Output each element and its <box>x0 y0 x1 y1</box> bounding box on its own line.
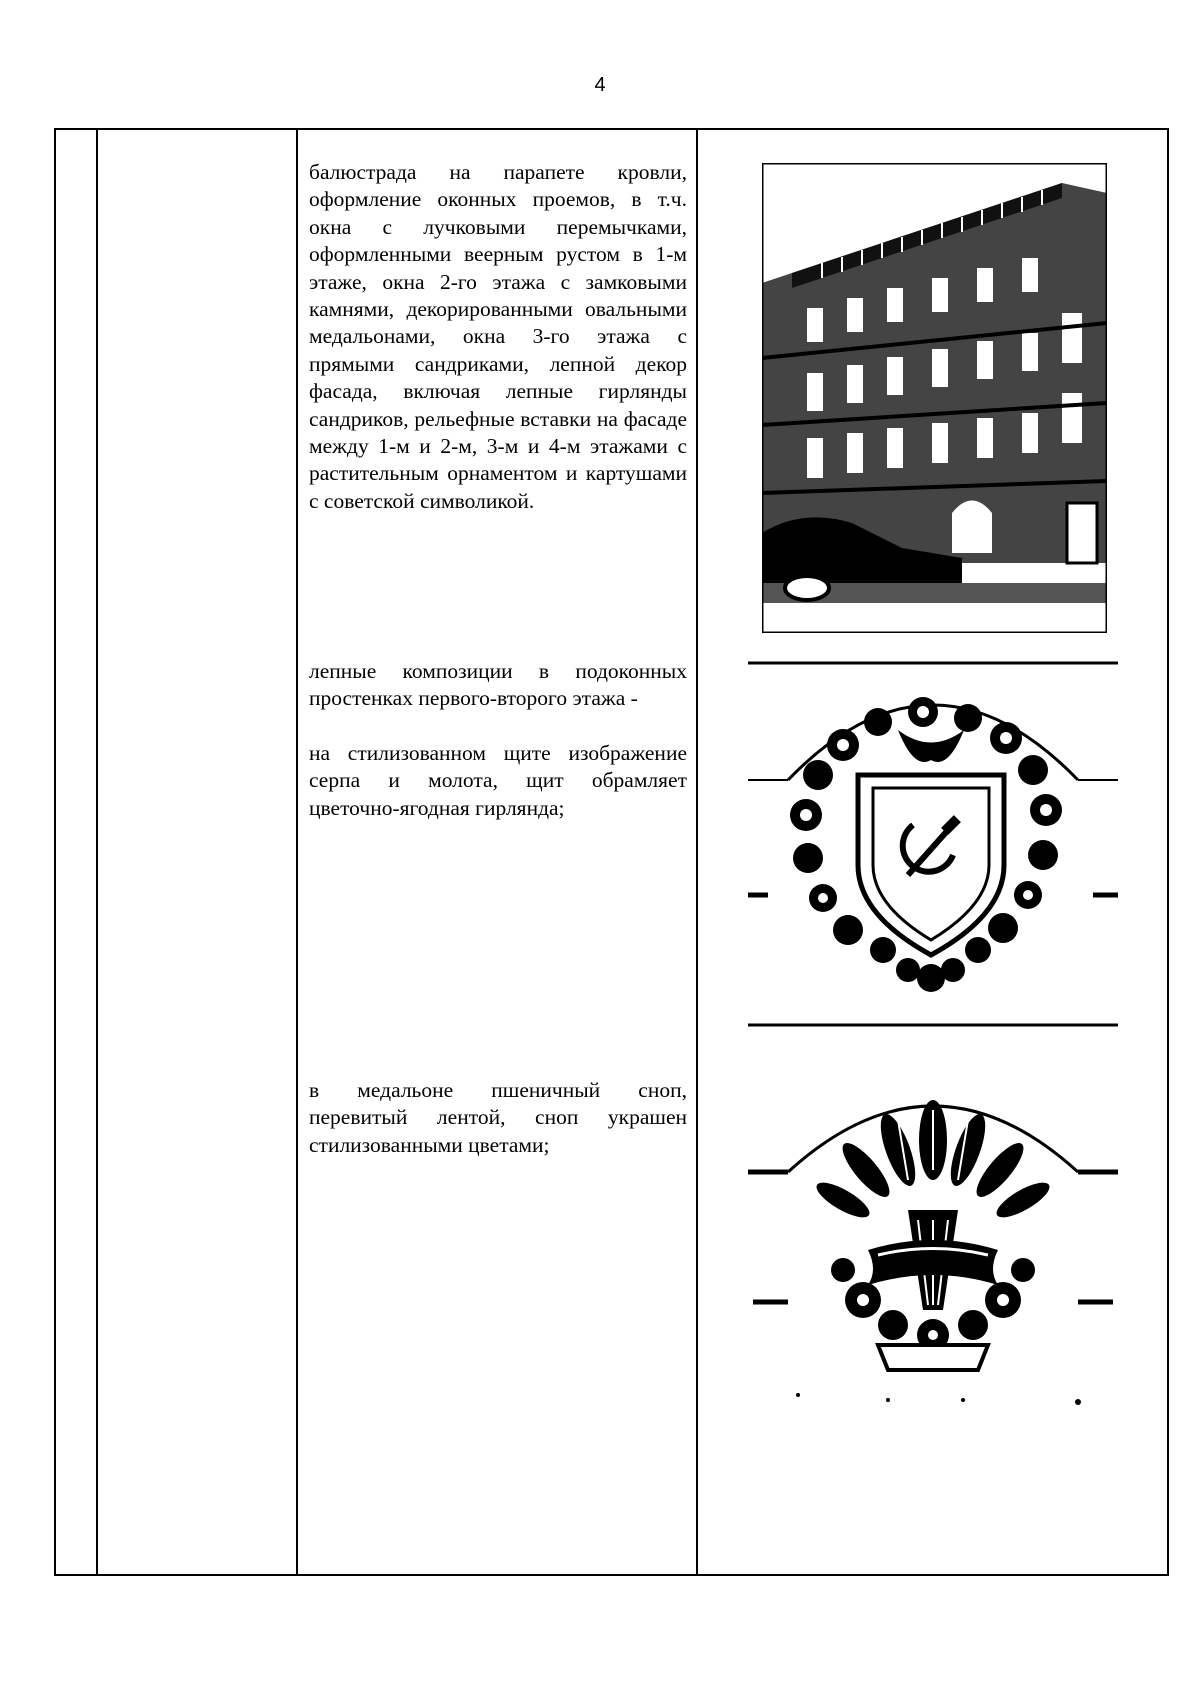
column-divider-3 <box>696 130 698 1574</box>
description-text: в медальоне пшеничный сноп, перевитый лентой, сноп украшен стилизованными цветами; <box>309 1078 687 1157</box>
description-text: лепные композиции в подоконных простенках первого-второго этажа - <box>309 659 687 711</box>
column-divider-1 <box>96 130 98 1574</box>
spacer <box>309 713 687 740</box>
column-divider-2 <box>296 130 298 1574</box>
page-number: 4 <box>594 74 606 96</box>
description-block-2 <box>309 658 687 822</box>
wheat-sheaf-medallion-photo <box>748 1070 1118 1410</box>
description-block-1 <box>309 159 687 515</box>
description-text: на стилизованном щите изображение серпа и молота, щит обрамляет цветочно-ягодная гирлянда; <box>309 740 687 820</box>
description-text: балюстрада на парапете кровли, оформление оконных проемов, в т.ч. окна с лучковыми перемычками, оформленными веерным рустом в 1-м этаже, окна 2-го этажа с замковыми камнями, декорированными овальными медальонами, окна 3-го этажа с прямыми сандриками, лепной декор фасада, включая лепные гирлянды сандриков, рельефные вставки на фасаде между 1-м и 2-м, 3-м и 4-м этажами с растительным орнаментом и картушами с советской символикой. <box>309 160 687 513</box>
building-facade-photo <box>762 163 1107 633</box>
shield-medallion-photo <box>748 660 1118 1030</box>
description-block-3 <box>309 1077 687 1159</box>
